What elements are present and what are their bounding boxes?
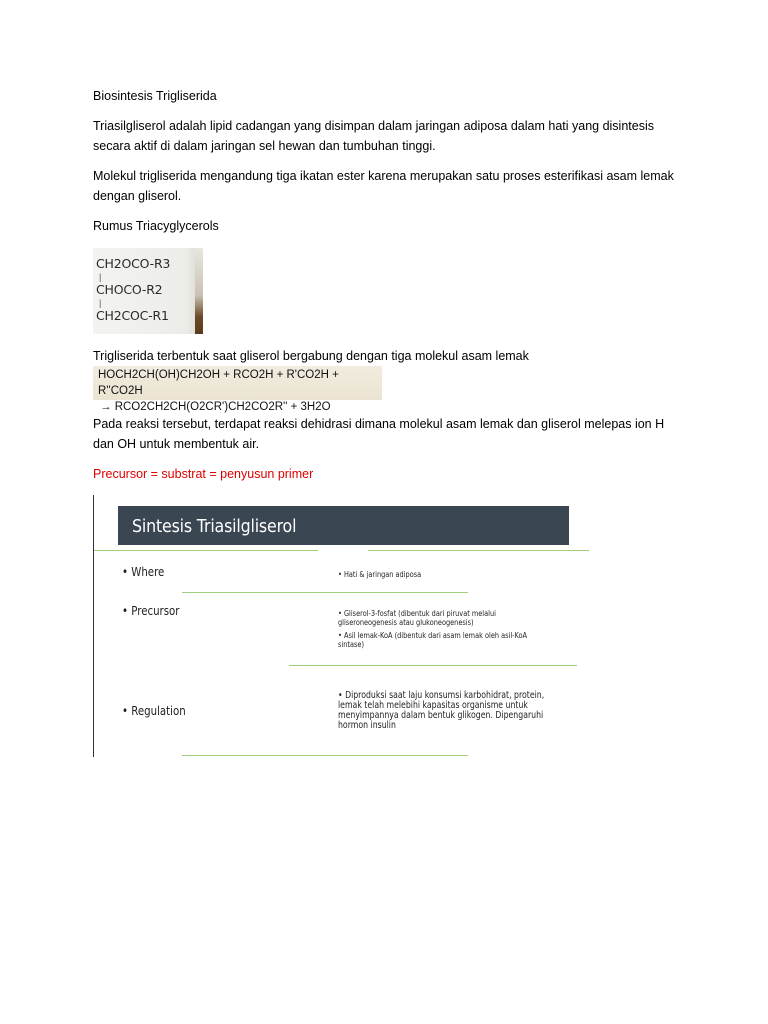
- slide-key-regulation: • Regulation: [122, 704, 186, 718]
- slide-value-precursor-2: • Asil lemak-KoA (dibentuk dari asam lemak oleh asil-KoA sintase): [338, 631, 528, 649]
- slide-divider-right: [368, 550, 589, 551]
- slide-value-precursor-1: • Gliserol-3-fosfat (dibentuk dari piruvat melalui gliseroneogenesis atau glukoneogenesis): [338, 609, 496, 627]
- formula-bond-1: |: [99, 272, 102, 282]
- formula-line-1: CH2OCO-R3: [96, 256, 171, 271]
- document-heading: Biosintesis Trigliserida: [93, 89, 217, 103]
- slide-key-precursor: • Precursor: [122, 604, 180, 618]
- slide-left-border: [93, 495, 94, 757]
- formula-bond-2: |: [99, 298, 102, 308]
- paragraph-formation: Trigliserida terbentuk saat gliserol bergabung dengan tiga molekul asam lemak: [93, 349, 529, 363]
- slide-title: Sintesis Triasilgliserol: [132, 516, 297, 537]
- slide-divider-1: [182, 592, 468, 593]
- slide-value-regulation: • Diproduksi saat laju konsumsi karbohidrat, protein, lemak telah melebihi kapasitas organisme untuk menyimpannya dalam bentuk glikogen. Dipengaruhi hormon insulin: [338, 690, 545, 731]
- reaction-line-2: → RCO2CH2CH(O2CR')CH2CO2R'' + 3H2O: [100, 401, 331, 413]
- reaction-line-1: HOCH2CH(OH)CH2OH + RCO2H + R'CO2H + R''CO2H: [98, 369, 339, 397]
- paragraph-definition: Triasilgliserol adalah lipid cadangan yang disimpan dalam jaringan adiposa dalam hati yang disintesis secara aktif di dalam jaringan sel hewan dan tumbuhan tinggi.: [93, 119, 654, 153]
- precursor-note: Precursor = substrat = penyusun primer: [93, 467, 314, 481]
- paragraph-ester: Molekul trigliserida mengandung tiga ikatan ester karena merupakan satu proses esterifikasi asam lemak dengan gliserol.: [93, 169, 674, 203]
- triacylglycerol-formula-image: [93, 248, 203, 334]
- slide-divider-3: [182, 755, 468, 756]
- paragraph-dehydration: Pada reaksi tersebut, terdapat reaksi dehidrasi dimana molekul asam lemak dan gliserol melepas ion H dan OH untuk membentuk air.: [93, 417, 665, 451]
- formula-line-3: CH2COC-R1: [96, 308, 169, 323]
- formula-caption: Rumus Triacyglycerols: [93, 219, 219, 233]
- reaction-equation: [93, 366, 382, 413]
- formula-line-2: CHOCO-R2: [96, 282, 163, 297]
- image-edge-shadow: [195, 248, 203, 334]
- slide-key-where: • Where: [122, 565, 165, 579]
- slide-value-where: • Hati & jaringan adiposa: [338, 570, 422, 579]
- slide-divider-left: [94, 550, 318, 551]
- slide-divider-2: [289, 665, 577, 666]
